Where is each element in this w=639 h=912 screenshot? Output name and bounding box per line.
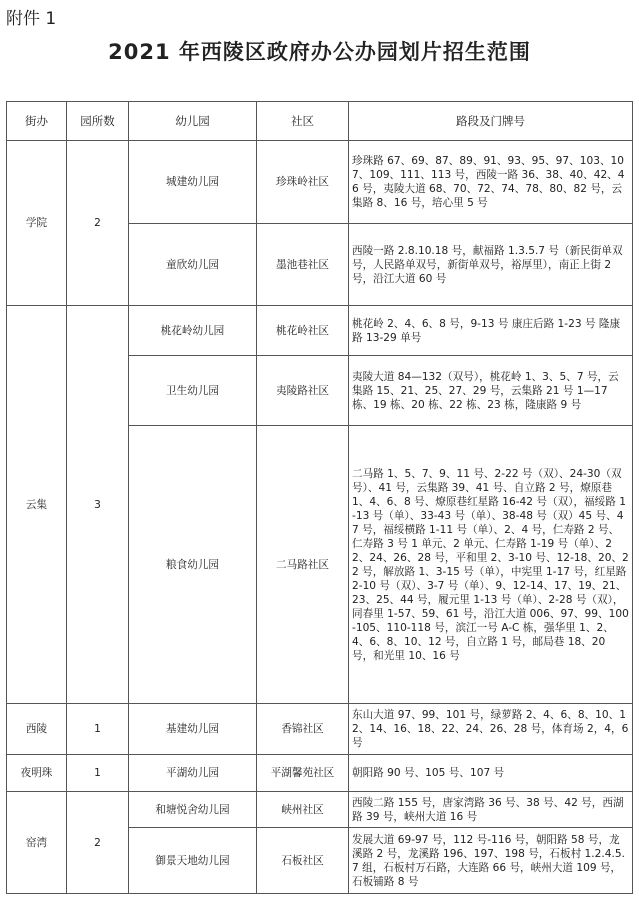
kindergarten-cell: 童欣幼儿园 bbox=[129, 224, 257, 306]
header-district: 街办 bbox=[7, 102, 67, 141]
kindergarten-cell: 御景天地幼儿园 bbox=[129, 828, 257, 894]
community-cell: 二马路社区 bbox=[257, 426, 349, 704]
kindergarten-cell: 基建幼儿园 bbox=[129, 704, 257, 755]
header-community: 社区 bbox=[257, 102, 349, 141]
roads-cell: 二马路 1、5、7、9、11 号、2-22 号（双）、24-30（双号）、41 号，云集路 39、41 号、自立路 2 号，燎原巷 1、4、6、8 号、燎原巷红星路 16-42 号（双），福绥路 1-13 号（单）、33-43 号（单）、38-48 号（双）45 号、47 号，福绥横路 1-11 号（单）、2、4 号，仁寿路 2 号、仁寿路 3 号 1 单元、2 单元、仁寿路 1-19 号（单）、22、24、26、28 号，平和里 2、3-10 号、12-18、20、22 号，解放路 1、3-15 号（单），中宪里 1-17 号，红星路 2-10 号（双）、3-7 号（单）、9、12-14、17、19、21、23、25、44 号，履元里 1-13 号（单）、2-28 号（双），同春里 1-57、59、61 号，沿江大道 006、97、99、100-105、110-118 号，滨江一号 A-C 栋，强华里 1、2、4、6、8、10、12 号，自立路 1 号，邮局巷 18、20 号，和光里 10、16 号 bbox=[349, 426, 633, 704]
kindergarten-cell: 粮食幼儿园 bbox=[129, 426, 257, 704]
enrollment-table bbox=[6, 101, 633, 894]
community-cell: 香锦社区 bbox=[257, 704, 349, 755]
district-cell: 学院 bbox=[7, 141, 67, 306]
kindergarten-cell: 和塘悦舍幼儿园 bbox=[129, 792, 257, 828]
community-cell: 平湖馨苑社区 bbox=[257, 755, 349, 792]
community-cell: 峡州社区 bbox=[257, 792, 349, 828]
header-count: 园所数 bbox=[67, 102, 129, 141]
community-cell: 夷陵路社区 bbox=[257, 356, 349, 426]
district-cell: 云集 bbox=[7, 306, 67, 704]
kindergarten-cell: 平湖幼儿园 bbox=[129, 755, 257, 792]
count-cell: 1 bbox=[67, 755, 129, 792]
kindergarten-cell: 卫生幼儿园 bbox=[129, 356, 257, 426]
header-roads: 路段及门牌号 bbox=[349, 102, 633, 141]
kindergarten-cell: 桃花岭幼儿园 bbox=[129, 306, 257, 356]
table-row bbox=[7, 141, 633, 224]
page-title: 2021 年西陵区政府办公办园划片招生范围 bbox=[108, 40, 531, 64]
district-cell: 西陵 bbox=[7, 704, 67, 755]
table-row bbox=[7, 306, 633, 356]
count-cell: 2 bbox=[67, 792, 129, 894]
table-row bbox=[7, 792, 633, 828]
count-cell: 1 bbox=[67, 704, 129, 755]
header-kindergarten: 幼儿园 bbox=[129, 102, 257, 141]
roads-cell: 朝阳路 90 号、105 号、107 号 bbox=[349, 755, 633, 792]
table-row bbox=[7, 704, 633, 755]
roads-cell: 发展大道 69-97 号，112 号-116 号，朝阳路 58 号，龙溪路 2 号，龙溪路 196、197、198 号，石板村 1.2.4.5.7 组，石板村万石路，大连路 66 号，峡州大道 109 号，石板铺路 8 号 bbox=[349, 828, 633, 894]
district-cell: 窑湾 bbox=[7, 792, 67, 894]
count-cell: 3 bbox=[67, 306, 129, 704]
roads-cell: 西陵二路 155 号，唐家湾路 36 号、38 号、42 号，西湖路 39 号，峡州大道 16 号 bbox=[349, 792, 633, 828]
roads-cell: 夷陵大道 84—132（双号），桃花岭 1、3、5、7 号，云集路 15、21、25、27、29 号，云集路 21 号 1—17 栋、19 栋、20 栋、22 栋、23 栋，隆康路 9 号 bbox=[349, 356, 633, 426]
community-cell: 桃花岭社区 bbox=[257, 306, 349, 356]
roads-cell: 珍珠路 67、69、87、89、91、93、95、97、103、107、109、111、113 号，西陵一路 36、38、40、42、46 号，夷陵大道 68、70、72、74、78、80、82 号，云集路 8、16 号，培心里 5 号 bbox=[349, 141, 633, 224]
table-row bbox=[7, 755, 633, 792]
roads-cell: 桃花岭 2、4、6、8 号，9-13 号 康庄后路 1-23 号 隆康路 13-29 单号 bbox=[349, 306, 633, 356]
community-cell: 墨池巷社区 bbox=[257, 224, 349, 306]
roads-cell: 东山大道 97、99、101 号，绿萝路 2、4、6、8、10、12、14、16、18、22、24、26、28 号，体育场 2，4，6 号 bbox=[349, 704, 633, 755]
attachment-label: 附件 1 bbox=[6, 9, 57, 29]
roads-cell: 西陵一路 2.8.10.18 号，献福路 1.3.5.7 号（新民街单双号，人民路单双号，新街单双号，裕厚里），南正上街 2 号，沿江大道 60 号 bbox=[349, 224, 633, 306]
count-cell: 2 bbox=[67, 141, 129, 306]
district-cell: 夜明珠 bbox=[7, 755, 67, 792]
community-cell: 珍珠岭社区 bbox=[257, 141, 349, 224]
kindergarten-cell: 城建幼儿园 bbox=[129, 141, 257, 224]
community-cell: 石板社区 bbox=[257, 828, 349, 894]
table-header-row bbox=[7, 102, 633, 141]
